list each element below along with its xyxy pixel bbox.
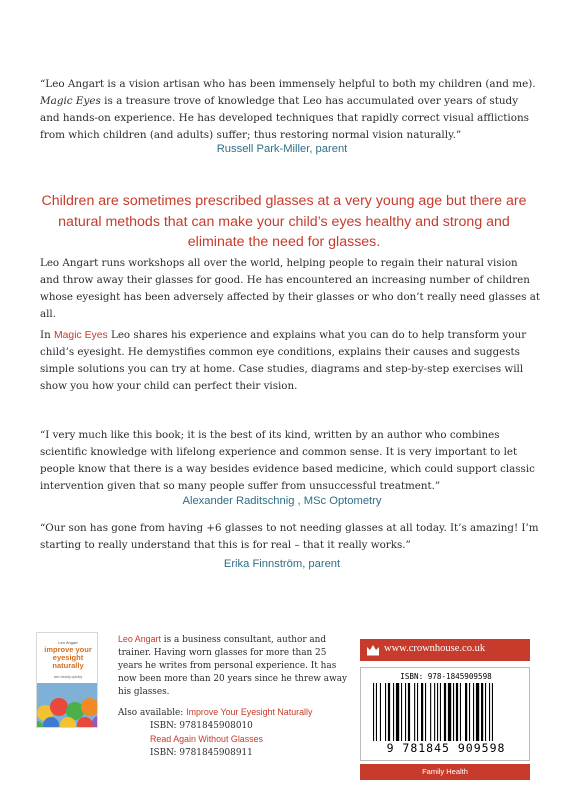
quote-text: “Leo Angart is a vision artisan who has been immensely helpful to both my children (and me). [40, 78, 536, 90]
barcode-number: 9 781845 909598 [386, 741, 506, 755]
paragraph-magic-eyes: In Magic Eyes Leo shares his experience and explains what you can do to help transform your child’s eyesight. He demystifies common eye conditions, explains their causes and suggests simple solutions you can try at home. Case studies, diagrams and step-by-step exercises will show you how your child can perfect their vision. [40, 329, 527, 392]
paragraph-workshops: Leo Angart runs workshops all over the world, helping people to regain their natural vision and throw away their glasses for good. He has encountered an increasing number of children whose eyesight has been adversely affected by their glasses or who don’t really need glasses at all. [40, 257, 540, 320]
crown-icon [366, 644, 380, 656]
quote-attribution-raditschnig: Alexander Raditschnig , MSc Optometry [182, 495, 382, 507]
quote-text-cont: is a treasure trove of knowledge that Leo has accumulated over years of study and hands-on experience. He has developed techniques that rapidly correct visual afflictions from which children (and adults) suffer; thus restoring normal vision naturally.” [40, 95, 529, 141]
also-isbn-1: ISBN: 9781845908010 [150, 721, 253, 731]
quote-attribution-finnstrom: Erika Finnström, parent [223, 558, 341, 570]
barcode-image [371, 683, 521, 741]
barcode-panel [360, 667, 530, 761]
author-bio: Leo Angart is a business consultant, author and trainer. Having worn glasses for more than 25 years he writes from personal experience. It has now been more than 20 years since he threw away his glasses. [118, 634, 348, 697]
author-name: Leo Angart [118, 634, 161, 644]
smiley-balls-image [37, 683, 98, 728]
also-title-1: Improve Your Eyesight Naturally [186, 707, 313, 717]
book-cover-thumbnail [36, 632, 98, 728]
publisher-url: www.crownhouse.co.uk [384, 643, 486, 654]
also-title-2: Read Again Without Glasses [150, 734, 263, 744]
publisher-url-bar [360, 639, 530, 661]
headline: Children are sometimes prescribed glasses at a very young age but there are natural methods that can make your child’s eyes healthy and strong and eliminate the need for glasses. [41, 193, 527, 250]
inline-book-title: Magic Eyes [53, 330, 108, 341]
category-bar [360, 764, 530, 780]
isbn-label: ISBN: 978-1845909598 [400, 672, 492, 681]
category-label: Family Health [422, 767, 468, 776]
book-cover-author: Leo Angart [58, 640, 78, 645]
book-cover-title: improve your eyesight naturally [44, 645, 92, 670]
quote-raditschnig: “I very much like this book; it is the best of its kind, written by an author who combines scientific knowledge with lifelong experience and common sense. It is very important to let people know that there is a way besides evidence based medicine, which could support classic intervention given that so many people suffer from unsuccessful treatment.” [40, 429, 535, 492]
quote-attribution-russell: Russell Park-Miller, parent [216, 143, 348, 155]
quote-book-title: Magic Eyes [40, 95, 101, 107]
quote-russell [40, 76, 536, 144]
also-isbn-2: ISBN: 9781845908911 [150, 748, 253, 758]
also-available-label: Also available: [118, 708, 187, 718]
book-cover-subtitle: see clearly quickly [53, 675, 83, 679]
also-available [118, 706, 358, 760]
quote-finnstrom: “Our son has gone from having +6 glasses to not needing glasses at all today. It’s amazing! I’m starting to really understand that this is for real – that it really works.” [40, 522, 539, 551]
